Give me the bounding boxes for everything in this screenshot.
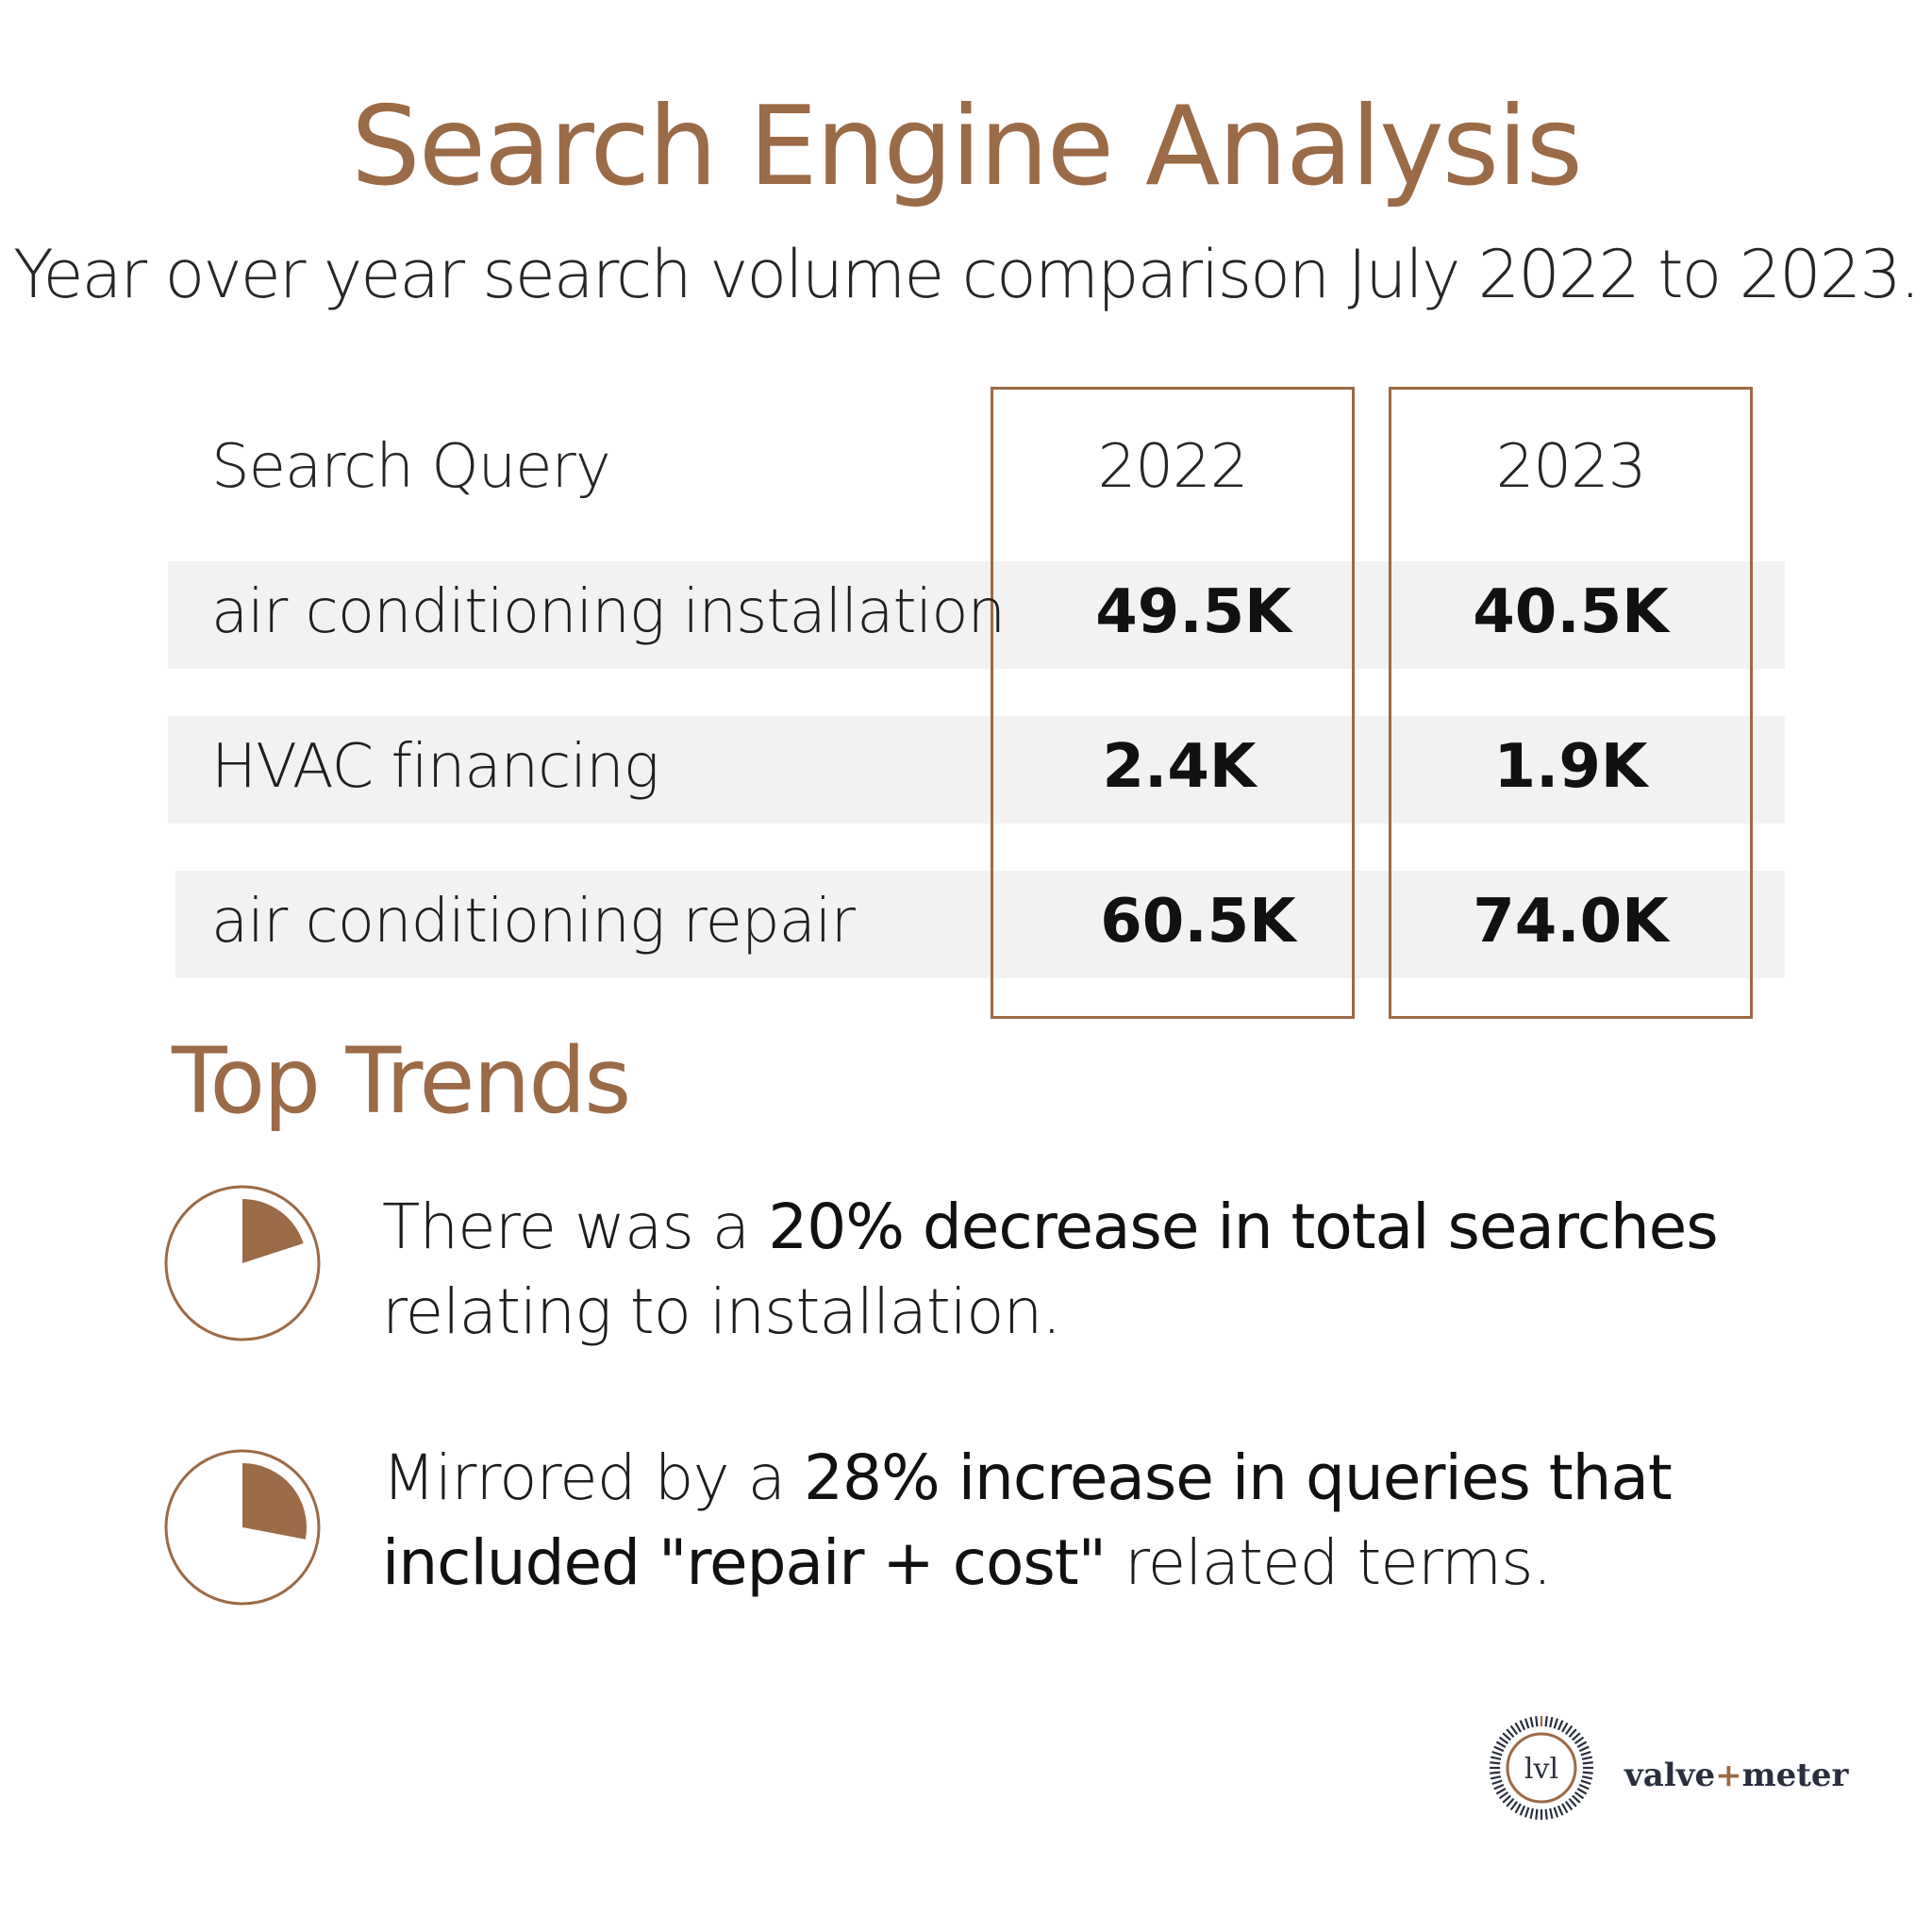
logo-tick	[1503, 1733, 1510, 1740]
logo-tick	[1525, 1807, 1528, 1817]
logo-tick	[1507, 1729, 1513, 1737]
brand-name-part1: valve	[1624, 1757, 1716, 1794]
header-2023: 2023	[1495, 432, 1646, 502]
trend-2-pre: Mirrored by a	[382, 1441, 805, 1514]
logo-tick	[1573, 1795, 1580, 1802]
valve-meter-logo-icon	[1485, 1711, 1598, 1824]
trend-1-post: relating to installation.	[382, 1275, 1061, 1348]
logo-tick	[1562, 1804, 1568, 1813]
trend-1-bold: 20% decrease in total searches	[768, 1191, 1718, 1263]
trend-2-bold: 28% increase in queries that included "repair + cost"	[382, 1441, 1672, 1599]
brand-name	[1624, 1757, 1848, 1794]
logo-tick	[1573, 1733, 1580, 1740]
row-2-2022: 2.4K	[1102, 732, 1257, 802]
pie-28-icon	[162, 1447, 323, 1607]
logo-tick	[1503, 1795, 1510, 1802]
row-1-2022: 49.5K	[1095, 577, 1291, 647]
logo-tick	[1569, 1729, 1575, 1737]
row-3-query: air conditioning repair	[211, 887, 855, 957]
logo-tick	[1546, 1716, 1547, 1726]
logo-tick	[1521, 1721, 1524, 1730]
header-search-query: Search Query	[211, 432, 610, 502]
logo-tick	[1555, 1719, 1557, 1728]
logo-tick	[1536, 1809, 1537, 1820]
logo-tick	[1496, 1742, 1506, 1748]
logo-tick	[1581, 1781, 1591, 1784]
logo-tick	[1490, 1762, 1500, 1763]
logo-tick	[1494, 1747, 1504, 1751]
logo-tick	[1516, 1723, 1522, 1732]
logo-tick	[1546, 1809, 1547, 1820]
logo-tick	[1582, 1776, 1592, 1778]
page-subtitle: Year over year search volume comparison July 2022 to 2023.	[13, 236, 1919, 313]
trend-2-post: related terms.	[1106, 1526, 1552, 1599]
logo-tick	[1511, 1726, 1517, 1735]
logo-tick	[1566, 1802, 1572, 1810]
logo-tick	[1583, 1762, 1593, 1763]
logo-tick	[1583, 1773, 1593, 1774]
logo-tick	[1490, 1773, 1500, 1774]
logo-tick	[1550, 1717, 1552, 1727]
logo-tick	[1531, 1808, 1533, 1819]
logo-tick	[1562, 1723, 1568, 1732]
logo-tick	[1558, 1721, 1562, 1730]
header-2022: 2022	[1097, 432, 1248, 502]
logo-tick	[1555, 1807, 1557, 1817]
trend-2-text	[382, 1436, 1797, 1606]
row-2-2023: 1.9K	[1493, 732, 1648, 802]
logo-tick	[1579, 1785, 1589, 1789]
logo-tick	[1531, 1717, 1533, 1727]
logo-tick	[1579, 1747, 1589, 1751]
brand-name-part2: meter	[1741, 1757, 1849, 1794]
logo-tick	[1575, 1738, 1584, 1743]
logo-tick	[1577, 1789, 1587, 1794]
logo-tick	[1569, 1799, 1575, 1807]
logo-tick	[1500, 1738, 1508, 1743]
logo-tick	[1494, 1785, 1504, 1789]
logo-tick	[1525, 1719, 1528, 1728]
logo-tick	[1516, 1804, 1522, 1813]
logo-tick	[1511, 1802, 1517, 1810]
logo-tick	[1575, 1792, 1584, 1798]
row-1-2023: 40.5K	[1473, 577, 1669, 647]
logo-tick	[1492, 1781, 1502, 1784]
logo-tick	[1550, 1808, 1552, 1819]
logo-tick	[1581, 1752, 1591, 1755]
page-title: Search Engine Analysis	[351, 83, 1581, 210]
row-2-query: HVAC financing	[211, 732, 659, 802]
logo-tick	[1536, 1716, 1537, 1726]
logo-tick	[1558, 1806, 1562, 1815]
trend-1-pre: There was a	[382, 1191, 769, 1263]
row-1-query: air conditioning installation	[211, 577, 1006, 647]
top-trends-title: Top Trends	[172, 1028, 630, 1134]
trend-1-text	[382, 1185, 1797, 1355]
logo-tick	[1521, 1806, 1524, 1815]
logo-monogram: lvl	[1524, 1753, 1559, 1786]
logo-tick	[1577, 1742, 1587, 1748]
logo-tick	[1491, 1776, 1501, 1778]
logo-tick	[1491, 1757, 1501, 1759]
pie-20-icon	[162, 1183, 323, 1343]
row-3-2023: 74.0K	[1473, 887, 1669, 957]
logo-tick	[1507, 1799, 1513, 1807]
logo-tick	[1492, 1752, 1502, 1755]
logo-tick	[1496, 1789, 1506, 1794]
logo-tick	[1566, 1726, 1572, 1735]
logo-tick	[1500, 1792, 1508, 1798]
logo-tick	[1582, 1757, 1592, 1759]
brand-plus: +	[1715, 1757, 1742, 1794]
row-3-2022: 60.5K	[1100, 887, 1296, 957]
